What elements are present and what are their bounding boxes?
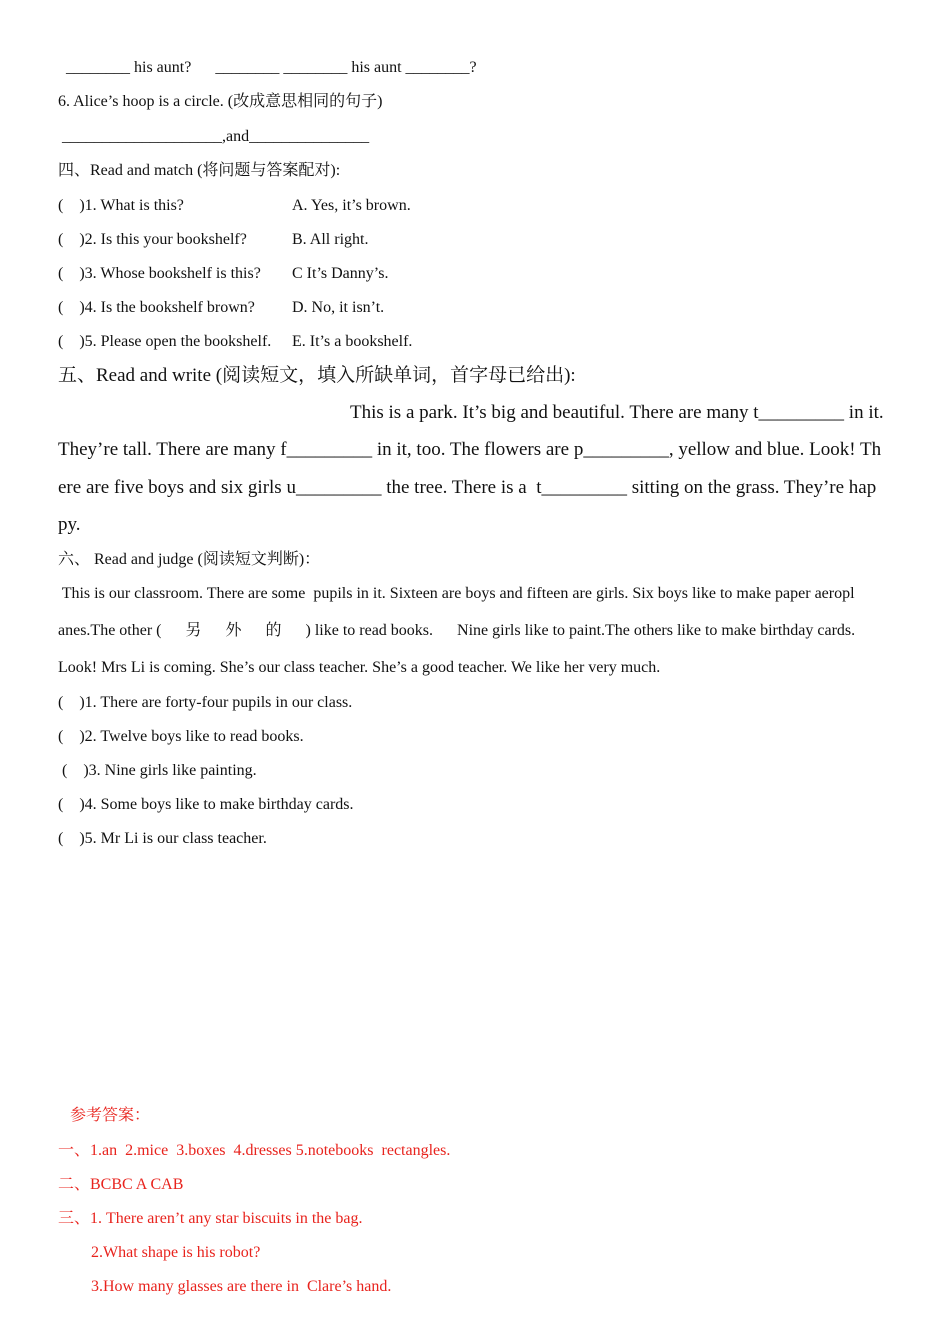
- question-6-blank: ____________________,and_______________: [62, 128, 370, 145]
- judge-item: ( )1. There are forty-four pupils in our class.: [58, 694, 353, 711]
- match-question: ( )2. Is this your bookshelf?: [58, 231, 247, 248]
- match-question: ( )5. Please open the bookshelf.: [58, 333, 272, 350]
- question-6: 6. Alice’s hoop is a circle. (改成意思相同的句子): [58, 93, 383, 110]
- judge-item: ( )3. Nine girls like painting.: [58, 762, 257, 779]
- answer-key-title: 参考答案：: [70, 1107, 151, 1124]
- match-question: ( )1. What is this?: [58, 197, 184, 214]
- match-answer: D. No, it isn’t.: [292, 299, 385, 316]
- answer-line: 2.What shape is his robot?: [91, 1244, 261, 1261]
- judge-item: ( )5. Mr Li is our class teacher.: [58, 830, 267, 847]
- reading-line: py.: [58, 514, 81, 535]
- answer-line: 三、1. There aren’t any star biscuits in the bag.: [58, 1210, 363, 1227]
- section-5-title: 五、Read and write (阅读短文，填入所缺单词，首字母已给出):: [58, 365, 576, 386]
- reading-line: This is a park. It’s big and beautiful. There are many t_________ in it.: [350, 402, 884, 423]
- match-question: ( )3. Whose bookshelf is this?: [58, 265, 261, 282]
- match-question: ( )4. Is the bookshelf brown?: [58, 299, 255, 316]
- match-answer: E. It’s a bookshelf.: [292, 333, 413, 350]
- answer-line: 二、BCBC A CAB: [58, 1176, 184, 1193]
- answer-line: 3.How many glasses are there in Clare’s hand.: [91, 1278, 392, 1295]
- judge-paragraph-line: anes.The other ( 另 外 的 ) like to read books. Nine girls like to paint.The others like to make birthday cards.: [58, 622, 856, 639]
- section-4-title: 四、Read and match (将问题与答案配对):: [58, 162, 341, 179]
- judge-paragraph-line: Look! Mrs Li is coming. She’s our class teacher. She’s a good teacher. We like her very much.: [58, 659, 661, 676]
- reading-line: ere are five boys and six girls u_________ the tree. There is a t_________ sitting on the grass. They’re hap: [58, 477, 877, 498]
- section-6-title: 六、 Read and judge (阅读短文判断)：: [58, 551, 321, 568]
- judge-item: ( )4. Some boys like to make birthday cards.: [58, 796, 354, 813]
- answer-line: 一、1.an 2.mice 3.boxes 4.dresses 5.notebooks rectangles.: [58, 1142, 451, 1159]
- judge-paragraph-line: This is our classroom. There are some pupils in it. Sixteen are boys and fifteen are girls. Six boys like to make paper aeropl: [58, 585, 855, 602]
- match-answer: B. All right.: [292, 231, 369, 248]
- reading-line: They’re tall. There are many f_________ in it, too. The flowers are p_________, yellow and blue. Look! Th: [58, 439, 882, 460]
- exercise-line-blanks: ________ his aunt? ________ ________ his aunt ________?: [66, 59, 477, 76]
- match-answer: A. Yes, it’s brown.: [292, 197, 411, 214]
- match-answer: C It’s Danny’s.: [292, 265, 389, 282]
- judge-item: ( )2. Twelve boys like to read books.: [58, 728, 304, 745]
